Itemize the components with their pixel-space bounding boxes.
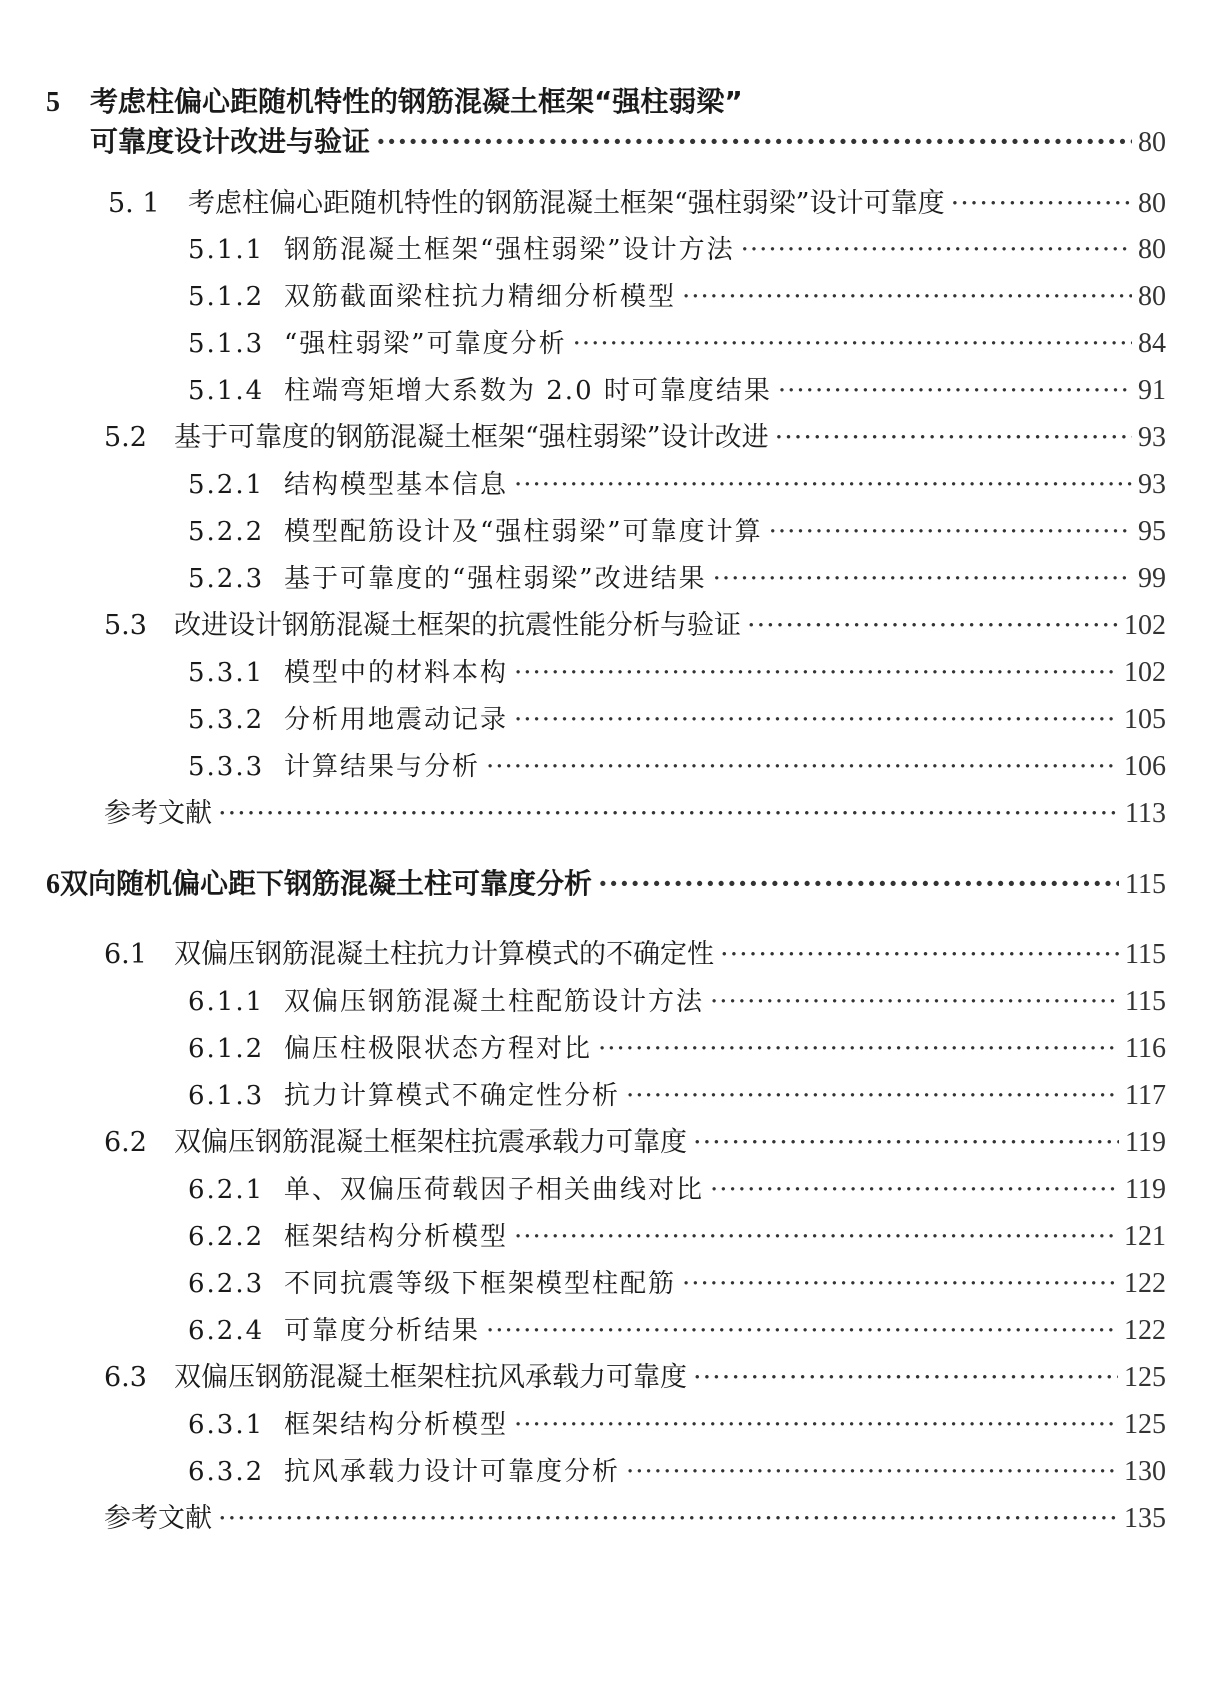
toc-subsection-6-2-3[interactable] [188,1266,1166,1302]
page-number: 116 [1125,1033,1166,1064]
leader-dots [778,373,1132,409]
toc-references-6[interactable] [104,1501,1166,1537]
subsection-title: 偏压柱极限状态方程对比 [284,1034,593,1064]
subsection-number: 6.2.3 [188,1269,265,1299]
page-number: 130 [1124,1456,1166,1487]
subsection-number: 6.3.2 [188,1457,265,1487]
toc-references-5[interactable] [104,796,1166,832]
subsection-title: 不同抗震等级下框架模型柱配筋 [284,1269,677,1299]
toc-subsection-6-2-1[interactable] [188,1172,1166,1208]
subsection-number: 5.3.1 [188,658,265,688]
leader-dots [514,1407,1118,1443]
page-number: 80 [1138,188,1166,219]
subsection-number: 5.3.3 [188,752,265,782]
page-number: 119 [1125,1127,1166,1158]
subsection-title: 钢筋混凝土框架“强柱弱梁”设计方法 [284,235,735,265]
leader-dots [741,232,1132,268]
page-number: 121 [1124,1221,1166,1252]
leader-dots [598,1031,1119,1067]
leader-dots [514,1219,1118,1255]
subsection-number: 5.3.2 [188,705,265,735]
section-title: 基于可靠度的钢筋混凝土框架“强柱弱梁”设计改进 [174,422,769,453]
section-number: 5.2 [104,422,147,453]
toc-subsection-5-1-4[interactable] [188,373,1166,409]
subsection-title: “强柱弱梁”可靠度分析 [284,329,567,359]
leader-dots [376,124,1132,160]
chapter-number: 6 [46,869,60,900]
leader-dots [598,866,1119,902]
toc-subsection-5-2-2[interactable] [188,514,1166,550]
subsection-number: 6.1.3 [188,1081,265,1111]
leader-dots [218,796,1119,832]
subsection-number: 6.2.1 [188,1175,265,1205]
leader-dots [769,514,1132,550]
subsection-number: 6.2.2 [188,1222,265,1252]
section-title: 改进设计钢筋混凝土框架的抗震性能分析与验证 [174,610,741,641]
leader-dots [573,326,1132,362]
section-title: 双偏压钢筋混凝土框架柱抗风承载力可靠度 [174,1362,687,1393]
page-number: 115 [1125,939,1166,970]
subsection-number: 5.2.2 [188,517,265,547]
subsection-number: 5.2.3 [188,564,265,594]
subsection-title: 双偏压钢筋混凝土柱配筋设计方法 [284,987,705,1017]
subsection-title: 抗风承载力设计可靠度分析 [284,1457,621,1487]
leader-dots [486,1313,1118,1349]
toc-section-5-2[interactable] [104,420,1166,456]
page-number: 122 [1124,1268,1166,1299]
page-number: 122 [1124,1315,1166,1346]
references-title: 参考文献 [104,1503,212,1534]
page-number: 93 [1138,469,1166,500]
leader-dots [514,467,1132,503]
page-number: 135 [1124,1503,1166,1534]
page-number: 95 [1138,516,1166,547]
toc-subsection-6-1-3[interactable] [188,1078,1166,1114]
subsection-number: 6.2.4 [188,1316,265,1346]
toc-chapter-6[interactable] [46,866,1166,903]
toc-subsection-6-1-2[interactable] [188,1031,1166,1067]
page-number: 80 [1138,281,1166,312]
page-number: 80 [1138,234,1166,265]
page-number: 117 [1125,1080,1166,1111]
toc-subsection-5-2-3[interactable] [188,561,1166,597]
toc-section-6-3[interactable] [104,1360,1166,1396]
page-number: 115 [1125,986,1166,1017]
section-number: 6.1 [104,939,147,970]
leader-dots [682,279,1132,315]
page-number: 84 [1138,328,1166,359]
subsection-number: 5.2.1 [188,470,265,500]
page-number: 115 [1125,869,1166,900]
section-title: 双偏压钢筋混凝土柱抗力计算模式的不确定性 [174,939,714,970]
toc-subsection-5-1-2[interactable] [188,279,1166,315]
leader-dots [710,984,1119,1020]
leader-dots [626,1454,1118,1490]
chapter-number: 5 [46,87,60,118]
toc-subsection-5-2-1[interactable] [188,467,1166,503]
toc-subsection-6-3-1[interactable] [188,1407,1166,1443]
subsection-title: 基于可靠度的“强柱弱梁”改进结果 [284,564,707,594]
section-title: 双偏压钢筋混凝土框架柱抗震承载力可靠度 [174,1127,687,1158]
toc-section-6-1[interactable] [104,937,1166,973]
subsection-title: 模型配筋设计及“强柱弱梁”可靠度计算 [284,517,763,547]
page-number: 125 [1124,1409,1166,1440]
section-title: 考虑柱偏心距随机特性的钢筋混凝土框架“强柱弱梁”设计可靠度 [188,188,945,219]
leader-dots [486,749,1118,785]
toc-subsection-6-2-2[interactable] [188,1219,1166,1255]
section-number: 6.3 [104,1362,147,1393]
leader-dots [720,937,1119,973]
references-title: 参考文献 [104,798,212,829]
chapter-title-cont: 可靠度设计改进与验证 [90,125,371,158]
subsection-title: 结构模型基本信息 [284,470,509,500]
page-number: 80 [1138,127,1166,158]
leader-dots [218,1501,1118,1537]
section-number: 5. 1 [108,188,160,219]
leader-dots [713,561,1132,597]
page-number: 125 [1124,1362,1166,1393]
subsection-number: 5.1.3 [188,329,265,359]
page-number: 106 [1124,751,1166,782]
leader-dots [747,608,1118,644]
leader-dots [626,1078,1119,1114]
subsection-title: 模型中的材料本构 [284,658,509,688]
leader-dots [775,420,1132,456]
toc-section-5-3[interactable] [104,608,1166,644]
toc-section-5-1[interactable] [108,186,1166,222]
leader-dots [693,1360,1118,1396]
subsection-number: 6.1.1 [188,987,265,1017]
page-number: 102 [1124,657,1166,688]
toc-subsection-6-3-2[interactable] [188,1454,1166,1490]
subsection-title: 分析用地震动记录 [284,705,509,735]
subsection-number: 6.3.1 [188,1410,265,1440]
leader-dots [710,1172,1119,1208]
page-number: 91 [1138,375,1166,406]
page-number: 119 [1125,1174,1166,1205]
chapter-title: 双向随机偏心距下钢筋混凝土柱可靠度分析 [60,867,593,900]
section-number: 6.2 [104,1127,147,1158]
subsection-number: 5.1.4 [188,376,265,406]
subsection-title: 计算结果与分析 [284,752,481,782]
toc-subsection-5-1-1[interactable] [188,232,1166,268]
leader-dots [682,1266,1118,1302]
subsection-title: 框架结构分析模型 [284,1410,509,1440]
leader-dots [514,702,1118,738]
section-number: 5.3 [104,610,147,641]
toc-subsection-5-3-3[interactable] [188,749,1166,785]
page-number: 105 [1124,704,1166,735]
page-number: 102 [1124,610,1166,641]
subsection-title: 框架结构分析模型 [284,1222,509,1252]
subsection-title: 抗力计算模式不确定性分析 [284,1081,621,1111]
toc-chapter-5-line2[interactable] [90,124,1166,161]
toc-subsection-5-3-1[interactable] [188,655,1166,691]
leader-dots [951,186,1132,222]
toc-chapter-5-line1[interactable] [46,84,743,121]
leader-dots [514,655,1118,691]
subsection-number: 6.1.2 [188,1034,265,1064]
toc-subsection-6-2-4[interactable] [188,1313,1166,1349]
subsection-number: 5.1.1 [188,235,265,265]
subsection-title: 可靠度分析结果 [284,1316,481,1346]
subsection-title: 单、双偏压荷载因子相关曲线对比 [284,1175,705,1205]
page-number: 99 [1138,563,1166,594]
subsection-number: 5.1.2 [188,282,265,312]
page-number: 113 [1125,798,1166,829]
toc-subsection-6-1-1[interactable] [188,984,1166,1020]
toc-section-6-2[interactable] [104,1125,1166,1161]
leader-dots [693,1125,1119,1161]
chapter-title: 考虑柱偏心距随机特性的钢筋混凝土框架“强柱弱梁” [90,85,743,118]
toc-subsection-5-1-3[interactable] [188,326,1166,362]
subsection-title: 柱端弯矩增大系数为 2.0 时可靠度结果 [284,376,772,406]
subsection-title: 双筋截面梁柱抗力精细分析模型 [284,282,677,312]
toc-subsection-5-3-2[interactable] [188,702,1166,738]
page-number: 93 [1138,422,1166,453]
